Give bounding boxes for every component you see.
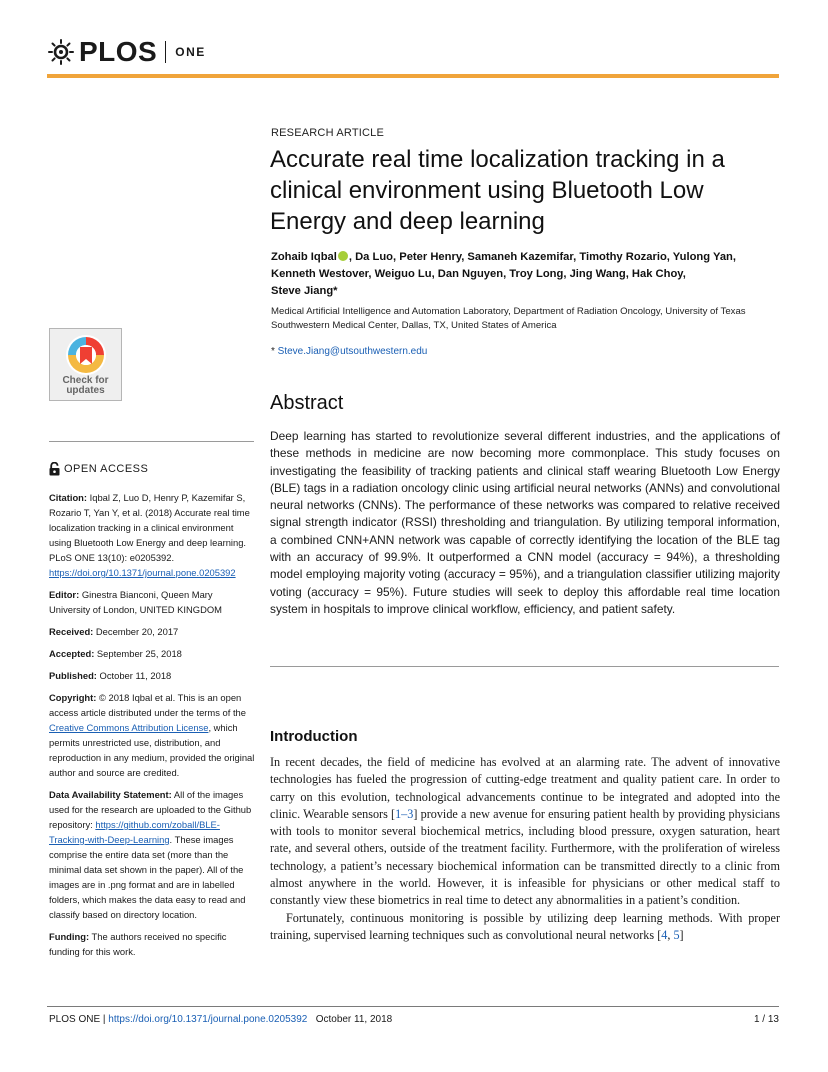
received-block <box>49 624 255 639</box>
published-block <box>49 668 255 683</box>
introduction-body <box>270 754 780 944</box>
copyright-block <box>49 690 255 780</box>
accepted-block <box>49 646 255 661</box>
article-info-sidebar <box>49 490 255 966</box>
journal-brand: PLOS <box>79 36 158 67</box>
crossmark-icon <box>65 334 107 376</box>
check-for-updates-badge[interactable] <box>49 328 122 401</box>
accepted-date: September 25, 2018 <box>94 648 182 659</box>
open-access-badge <box>49 462 148 476</box>
citation-block <box>49 490 255 580</box>
journal-logo[interactable] <box>47 34 206 70</box>
intro-text: ] provide a new avenue for ensuring patient health by providing physicians with tools to monitor several biochemical metrics, including blood pressure, oxygen saturation, heart rate, and several others, outside of the treatment facility. Furthermore, with the proliferation of wireless technology, a patient’s necessary biochemical information can be transmitted directly to a clinic from almost anywhere in the world. However, it is infeasible for physicians or other medical staff to constantly view these biometrics in real time to detect any abnormalities in a patient’s condition. <box>270 806 780 908</box>
copyright-label: Copyright: <box>49 692 97 703</box>
abstract-heading: Abstract <box>270 392 344 414</box>
orcid-icon[interactable] <box>338 251 348 261</box>
authors-line1-rest: , Da Luo, Peter Henry, Samaneh Kazemifar, Timothy Rozario, Yulong Yan, <box>348 251 736 263</box>
plos-spark-icon <box>47 38 75 66</box>
citation-ref[interactable]: 1–3 <box>395 806 414 821</box>
abstract-text: Deep learning has started to revolutionize several different industries, and the applications of these methods in medicine are now becoming more commonplace. This study focuses on investigating the feasibility of tracking patients and clinical staff wearing Bluetooth Low Energy (BLE) tags in a radiation oncology clinic using artificial neural networks (ANNs) and convolutional neural networks (CNNs). The performance of these networks was compared to relative received signal strength indicator (RSSI) thresholding and triangulation. By utilizing temporal information, a combined CNN+ANN network was capable of correctly identifying the location of the BLE tag with an accuracy of 99.9%. It outperformed a CNN model (accuracy = 94%), a thresholding model employing majority voting (accuracy = 95%), and a triangulation classifier utilizing majority voting (accuracy = 95%). Future studies will seek to deploy this affordable real time location system in hospitals to improve clinical workflow, efficiency, and patient safety. <box>270 429 780 616</box>
footer-doi-link[interactable]: https://doi.org/10.1371/journal.pone.0205392 <box>108 1014 308 1025</box>
funding-text: The authors received no specific funding for this work. <box>49 931 227 957</box>
data-availability-label: Data Availability Statement: <box>49 789 172 800</box>
editor-label: Editor: <box>49 589 80 600</box>
intro-text: Fortunately, continuous monitoring is possible by utilizing deep learning methods. With proper training, supervised learning techniques such as convolutional neural networks [ <box>270 910 780 942</box>
authors-line3: Steve Jiang* <box>271 285 338 297</box>
github-link[interactable]: https://github.com/zoball/BLE-Tracking-with-Deep-Learning <box>49 819 220 845</box>
intro-text: In recent decades, the field of medicine has evolved at an alarming rate. The advent of innovative technologies has fueled the progression of cutting-edge treatment and quality patient care. In order to carry on this evolution, technological advancements continue to be integrated and adopted into the clinic. Wearable sensors [ <box>270 755 780 821</box>
article-type: RESEARCH ARTICLE <box>271 127 385 139</box>
funding-block <box>49 929 255 959</box>
article-title: Accurate real time localization tracking in a clinical environment using Bluetooth Low Energy and deep learning <box>270 146 725 235</box>
footer-rule <box>47 1006 779 1007</box>
footer-journal: PLOS ONE | <box>49 1014 109 1025</box>
editor-text: Ginestra Bianconi, Queen Mary University of London, UNITED KINGDOM <box>49 589 222 615</box>
authors-line2: Kenneth Westover, Weiguo Lu, Dan Nguyen, Troy Long, Jing Wang, Hak Choy, <box>271 268 686 280</box>
citation-label: Citation: <box>49 492 88 503</box>
journal-subbrand: ONE <box>175 45 206 59</box>
check-line1: Check for <box>62 375 109 386</box>
citation-ref[interactable]: 5 <box>673 927 680 942</box>
check-line2: updates <box>66 385 105 396</box>
introduction-paragraph <box>270 910 780 945</box>
author-first[interactable]: Zohaib Iqbal <box>271 251 337 263</box>
affiliation: Medical Artificial Intelligence and Automation Laboratory, Department of Radiation Oncology, University of Texas Southwestern Medical Center, Dallas, TX, United States of America <box>271 306 746 331</box>
copyright-text: © 2018 Iqbal et al. This is an open access article distributed under the terms of the <box>49 692 246 718</box>
page-number: 1 / 13 <box>753 1014 779 1025</box>
open-lock-icon <box>49 462 60 476</box>
check-for-updates-label <box>50 376 121 396</box>
funding-label: Funding: <box>49 931 90 942</box>
copyright-text: , which permits unrestricted use, distribution, and reproduction in any medium, provided the original author and source are credited. <box>49 722 255 778</box>
introduction-heading: Introduction <box>270 728 358 745</box>
citation-doi-link[interactable]: https://doi.org/10.1371/journal.pone.0205392 <box>49 567 236 578</box>
license-link[interactable]: Creative Commons Attribution License <box>49 722 209 733</box>
received-date: December 20, 2017 <box>93 626 179 637</box>
accepted-label: Accepted: <box>49 648 95 659</box>
citation-text: Iqbal Z, Luo D, Henry P, Kazemifar S, Rozario T, Yan Y, et al. (2018) Accurate real time localization tracking in a clinical environment using Bluetooth Low Energy and deep learning. PLoS ONE 13(10): e0205392. <box>49 492 250 563</box>
received-label: Received: <box>49 626 94 637</box>
footer-citation <box>49 1014 392 1025</box>
published-date: October 11, 2018 <box>96 670 172 681</box>
data-availability-text: All of the images used for the research are uploaded to the Github repository: <box>49 789 252 830</box>
sidebar-divider <box>49 441 254 442</box>
published-label: Published: <box>49 670 97 681</box>
email-prefix: * <box>271 346 278 357</box>
author-list <box>271 249 779 300</box>
header-accent-rule <box>47 74 779 78</box>
editor-block <box>49 587 255 617</box>
logo-divider <box>165 41 166 63</box>
email-link[interactable]: Steve.Jiang@utsouthwestern.edu <box>277 346 428 357</box>
introduction-paragraph <box>270 754 780 910</box>
intro-text: , <box>667 927 674 942</box>
citation-ref[interactable]: 4 <box>661 927 668 942</box>
abstract-divider <box>270 666 779 667</box>
footer-date: October 11, 2018 <box>307 1014 393 1025</box>
corresponding-email <box>271 346 427 357</box>
data-availability-text: . These images comprise the entire data set (more than the minimal data set shown in the paper). All of the images are in .png format and are in labelled folders, which makes the data easy to read and classify based on directory location. <box>49 834 246 920</box>
data-availability-block <box>49 787 255 922</box>
intro-text: ] <box>679 927 684 942</box>
open-access-label: OPEN ACCESS <box>64 463 149 475</box>
